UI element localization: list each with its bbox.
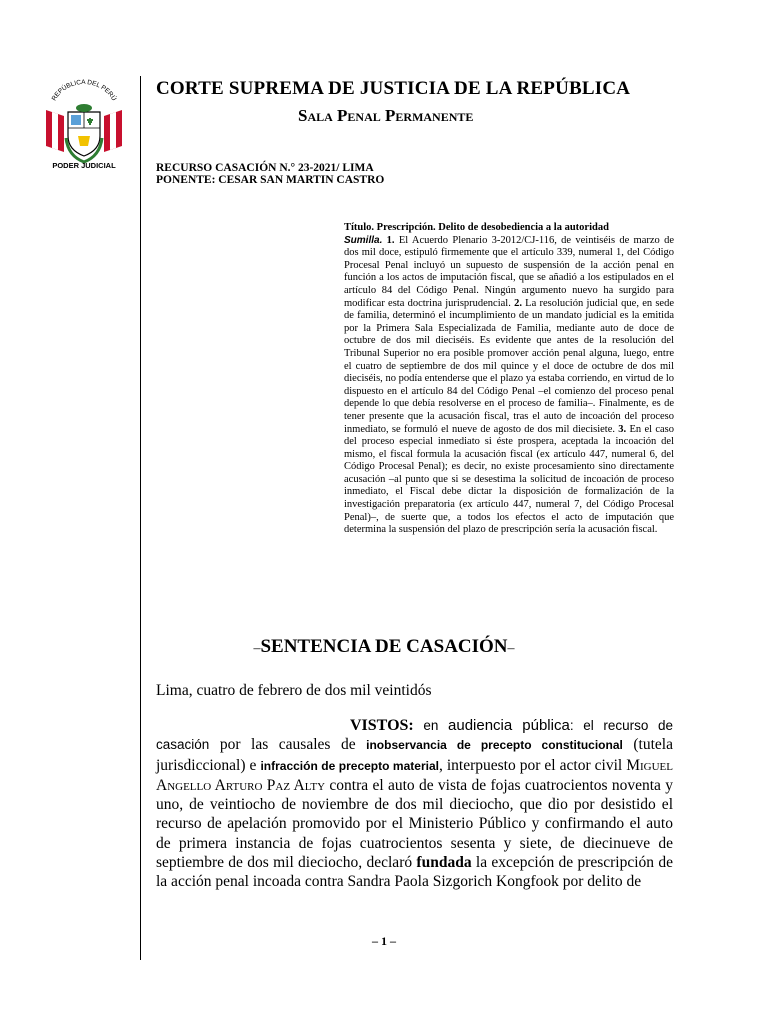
sumilla-point-1: El Acuerdo Plenario 3-2012/CJ-116, de veintiséis de marzo de dos mil doce, estipuló firmemente que el artículo 339, numeral 1, del Código Procesal Penal incluyó un supuesto de suspensión de la acción penal en función a los actos de imputación fiscal, que se añadió a los estipulados en el artículo 84 del Código Penal. Ningún argumento nuevo ha surgido para modificar esta doctrina jurisprudencial. [344, 234, 675, 309]
recurso-number: RECURSO CASACIÓN N.° 23-2021/ LIMA [156, 162, 374, 174]
poder-judicial-logo [38, 76, 130, 172]
audiencia-publica: audiencia pública [448, 717, 570, 734]
sumilla-point-3-number: 3. [618, 423, 627, 435]
vistos-paragraph [156, 716, 673, 892]
date-line: Lima, cuatro de febrero de dos mil veintidós [156, 682, 432, 699]
dash-left: – [253, 641, 261, 656]
page-number: – 1 – [372, 934, 396, 948]
infraccion-causal: infracción de precepto material [260, 758, 439, 773]
logo-label: PODER JUDICIAL [52, 161, 116, 170]
vistos-label: VISTOS: [350, 717, 414, 734]
svg-text:REPÚBLICA DEL PERÚ [51, 79, 119, 103]
sentencia-title: SENTENCIA DE CASACIÓN [260, 636, 508, 657]
fundada-word: fundada [416, 854, 472, 872]
vistos-text-3: por las causales de [209, 736, 367, 754]
vistos-text-1: en [413, 718, 449, 733]
sumilla-text [344, 235, 674, 537]
margin-rule [140, 76, 141, 960]
sumilla-block [344, 222, 674, 537]
ponente: PONENTE: CESAR SAN MARTIN CASTRO [156, 174, 385, 186]
sumilla-point-2: La resolución judicial que, en sede de familia, determinó el incumplimiento de un mandato judicial es la emitida por la Primera Sala Especializada de Familia, mediante auto de doce de octubre de dos mil dieciséis. Es evidente que antes de la resolución del Tribunal Superior no era posible promover acción penal alguna, luego, entre el cuatro de septiembre de dos mil quince y el doce de octubre de dos mil dieciséis, no podía entenderse que el plazo ya estaba corriendo, en virtud de lo dispuesto en el artículo 84 del Código Penal –el comienzo del proceso penal depende lo que debía resolverse en el proceso de familia–. Finalmente, es de tener presente que la acusación fiscal, tras el auto de incoación del proceso inmediato, se formuló el nueve de agosto de dos mil diecisiete. [344, 297, 674, 435]
sumilla-point-2-number: 2. [514, 297, 522, 309]
dash-right: – [507, 641, 515, 656]
vistos-text-2: : el recurso de casación [156, 718, 674, 753]
sumilla-point-1-number: 1. [386, 234, 395, 246]
court-title: CORTE SUPREMA DE JUSTICIA DE LA REPÚBLICA [156, 78, 631, 99]
sumilla-title: Título. Prescripción. Delito de desobediencia a la autoridad [344, 222, 609, 233]
sala-title: Sala Penal Permanente [298, 106, 474, 125]
sumilla-point-3: En el caso del proceso especial inmediato si éste prospera, aceptada la incoación del mismo, el fiscal formula la acusación fiscal (ex artículo 447, numeral 6, del Código Procesal Penal); es decir, no existe procesamiento sino directamente acusación –al punto que si se desestima la solicitud de incoación de proceso inmediato, el Fiscal debe dictar la disposición de formalización de la investigación preparatoria (ex artículo 447, numeral 7, del Código Procesal Penal)–, de suerte que, a todos los efectos el acto de imputación que determina la suspensión del plazo de prescripción sería la acusación fiscal. [344, 423, 674, 536]
sentencia-heading [0, 636, 768, 658]
vistos-text-5: , interpuesto por el actor civil [438, 756, 627, 774]
actor-civil-name: Miguel Angello Arturo Paz Alty [156, 756, 673, 794]
inobservancia-causal: inobservancia de precepto constitucional [366, 738, 623, 753]
vistos-text-6: contra el auto de vista de fojas cuatrocientos noventa y uno, de veintiocho de noviembre de dos mil dieciocho, que dio por desistido el recurso de apelación promovido por el Ministerio Público y confirmando el auto de primera instancia de fojas cuatrocientos sesenta y siete, de diecinueve de septiembre de dos mil dieciocho, declaró [156, 776, 673, 872]
coat-of-arms-icon [38, 76, 130, 172]
sumilla-label: Sumilla. [344, 234, 383, 246]
vistos-text-4: (tutela jurisdiccional) e [156, 736, 673, 774]
logo-arc-text: REPÚBLICA DEL PERÚ [50, 78, 118, 103]
vistos-text-7: la excepción de prescripción de la acción penal incoada contra Sandra Paola Sizgorich Kongfook por delito de [156, 854, 673, 891]
